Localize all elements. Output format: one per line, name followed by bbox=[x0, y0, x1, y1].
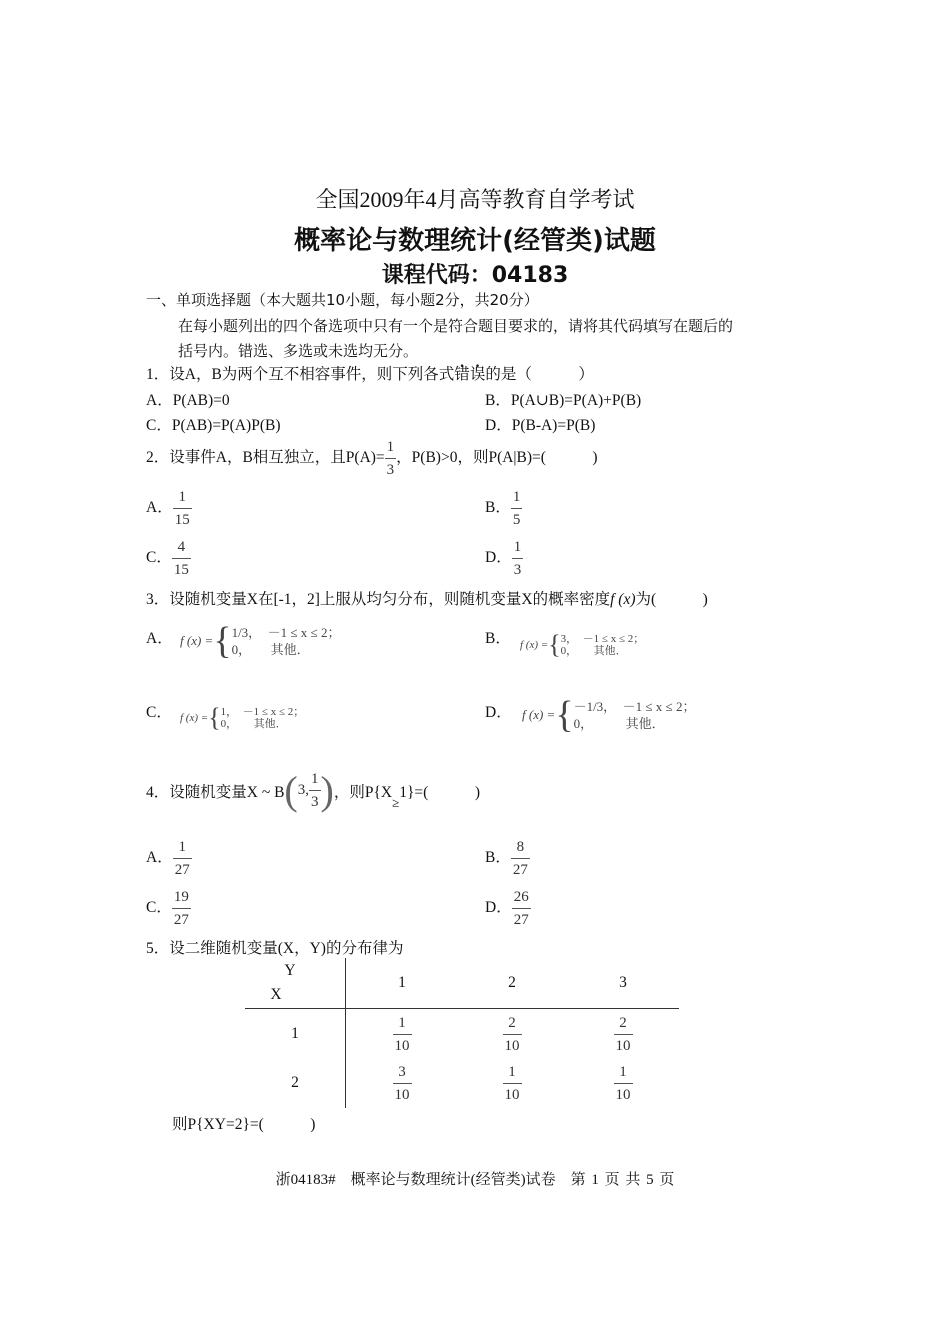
fraction: $\frac{2}{10}$ bbox=[615, 1015, 631, 1054]
page-footer: 浙04183# 概率论与数理统计(经管类)试卷 第 1 页 共 5 页 bbox=[275, 1172, 675, 1188]
section-instruction-1: 在每小题列出的四个备选项中只有一个是符合题目要求的，请将其代码填写在题后的 bbox=[178, 317, 734, 335]
table-corner-y: Y bbox=[284, 962, 296, 979]
table-cell bbox=[482, 1063, 542, 1104]
table-cell bbox=[593, 1063, 653, 1104]
fraction: $\frac{19}{27}$ bbox=[173, 889, 189, 928]
q3-option-d-label: D． bbox=[485, 704, 512, 721]
question-3-stem: 3．设随机变量X在[-1，2]上服从均匀分布，则随机变量X的概率密度f (x)为( ) bbox=[146, 591, 708, 608]
q3-option-a-formula: f (x) = { 1/3， －1 ≤ x ≤ 2； 0， 其他． bbox=[180, 620, 341, 662]
q1-option-d: D．P(B-A)=P(B) bbox=[485, 417, 596, 434]
fraction: $\frac{4}{15}$ bbox=[173, 539, 189, 578]
q3-option-b-label: B． bbox=[485, 630, 511, 647]
q2-option-b: B． $\frac{1}{5}$ bbox=[485, 489, 521, 528]
table-row-header: 2 bbox=[291, 1074, 299, 1091]
brace-icon: { bbox=[213, 620, 232, 662]
table-cell bbox=[372, 1063, 432, 1104]
table-cell bbox=[482, 1014, 542, 1055]
table-cell bbox=[593, 1014, 653, 1055]
question-2-stem: 2．设事件A，B相互独立，且P(A)= $\frac{1}{3}$ ，P(B)>0，则P(A|B)=( ) bbox=[146, 439, 598, 478]
fraction: $\frac{1}{5}$ bbox=[512, 489, 521, 528]
q3-option-a-label: A． bbox=[146, 630, 173, 647]
course-code: 课程代码：04183 bbox=[381, 263, 569, 288]
q2-option-a: A． $\frac{1}{15}$ bbox=[146, 489, 190, 528]
table-vertical-line bbox=[345, 958, 346, 1108]
table-col-header: 1 bbox=[398, 974, 406, 991]
brace-icon: { bbox=[555, 694, 574, 736]
emphasis-char: 错 bbox=[454, 366, 470, 383]
table-col-header: 2 bbox=[508, 974, 516, 991]
q1-option-a: A．P(AB)=0 bbox=[146, 392, 230, 409]
fraction: $\frac{1}{27}$ bbox=[174, 839, 190, 878]
q3-option-c-label: C． bbox=[146, 704, 172, 721]
table-horizontal-line bbox=[245, 1008, 679, 1009]
question-1-stem: 1．设A，B为两个互不相容事件，则下列各式错误的是（ ） bbox=[146, 362, 594, 384]
q1-option-c: C．P(AB)=P(A)P(B) bbox=[146, 417, 281, 434]
fraction: $\frac{1}{15}$ bbox=[174, 489, 190, 528]
q4-option-c: C． $\frac{19}{27}$ bbox=[146, 889, 189, 928]
exam-header-line1: 全国2009年4月高等教育自学考试 bbox=[315, 187, 635, 212]
emphasis-char: 误 bbox=[469, 366, 486, 383]
right-paren: ) bbox=[320, 767, 334, 813]
table-cell bbox=[372, 1014, 432, 1055]
fraction: $\frac{1}{3}$ bbox=[513, 539, 522, 578]
section-instruction-2: 括号内。错选、多选或未选均无分。 bbox=[178, 342, 419, 360]
q4-option-d: D． $\frac{26}{27}$ bbox=[485, 889, 529, 928]
q4-option-b: B． $\frac{8}{27}$ bbox=[485, 839, 528, 878]
section-title: 一、单项选择题（本大题共10小题，每小题2分，共20分） bbox=[146, 291, 539, 309]
table-corner-x: X bbox=[270, 986, 282, 1003]
question-4-stem: 4．设随机变量X ~ B ( 3, $\frac{1}{3}$ ) ，则P{X ≥ 1}=( ) bbox=[146, 767, 480, 813]
q1-option-b: B．P(A∪B)=P(A)+P(B) bbox=[485, 392, 642, 409]
q2-option-d: D． $\frac{1}{3}$ bbox=[485, 539, 522, 578]
fraction: $\frac{26}{27}$ bbox=[513, 889, 529, 928]
brace-icon: { bbox=[548, 630, 561, 659]
brace-icon: { bbox=[208, 703, 221, 732]
q3-option-d-formula: f (x) = { －1/3， －1 ≤ x ≤ 2； 0， 其他． bbox=[522, 694, 696, 736]
q4-option-a: A． $\frac{1}{27}$ bbox=[146, 839, 190, 878]
fraction: $\frac{1}{10}$ bbox=[615, 1064, 631, 1103]
fraction: $\frac{3}{10}$ bbox=[394, 1064, 410, 1103]
fraction: $\frac{1}{10}$ bbox=[504, 1064, 520, 1103]
fraction: $\frac{1}{10}$ bbox=[394, 1015, 410, 1054]
fraction: $\frac{2}{10}$ bbox=[504, 1015, 520, 1054]
q2-option-c: C． $\frac{4}{15}$ bbox=[146, 539, 189, 578]
table-col-header: 3 bbox=[619, 974, 627, 991]
fraction: $\frac{1}{3}$ bbox=[386, 439, 395, 478]
left-paren: ( bbox=[284, 767, 298, 813]
fraction: $\frac{1}{3}$ bbox=[311, 771, 319, 810]
table-row-header: 1 bbox=[291, 1025, 299, 1042]
q3-option-c-formula: f (x) = { 1， －1 ≤ x ≤ 2； 0， 其他． bbox=[180, 703, 305, 732]
question-5-tail: 则P{XY=2}=( ) bbox=[172, 1116, 316, 1133]
fraction: $\frac{8}{27}$ bbox=[512, 839, 528, 878]
question-5-stem: 5．设二维随机变量(X，Y)的分布律为 bbox=[146, 940, 404, 957]
exam-title: 概率论与数理统计(经管类)试题 bbox=[294, 226, 656, 256]
q3-option-b-formula: f (x) = { 3， －1 ≤ x ≤ 2； 0， 其他． bbox=[520, 630, 645, 659]
